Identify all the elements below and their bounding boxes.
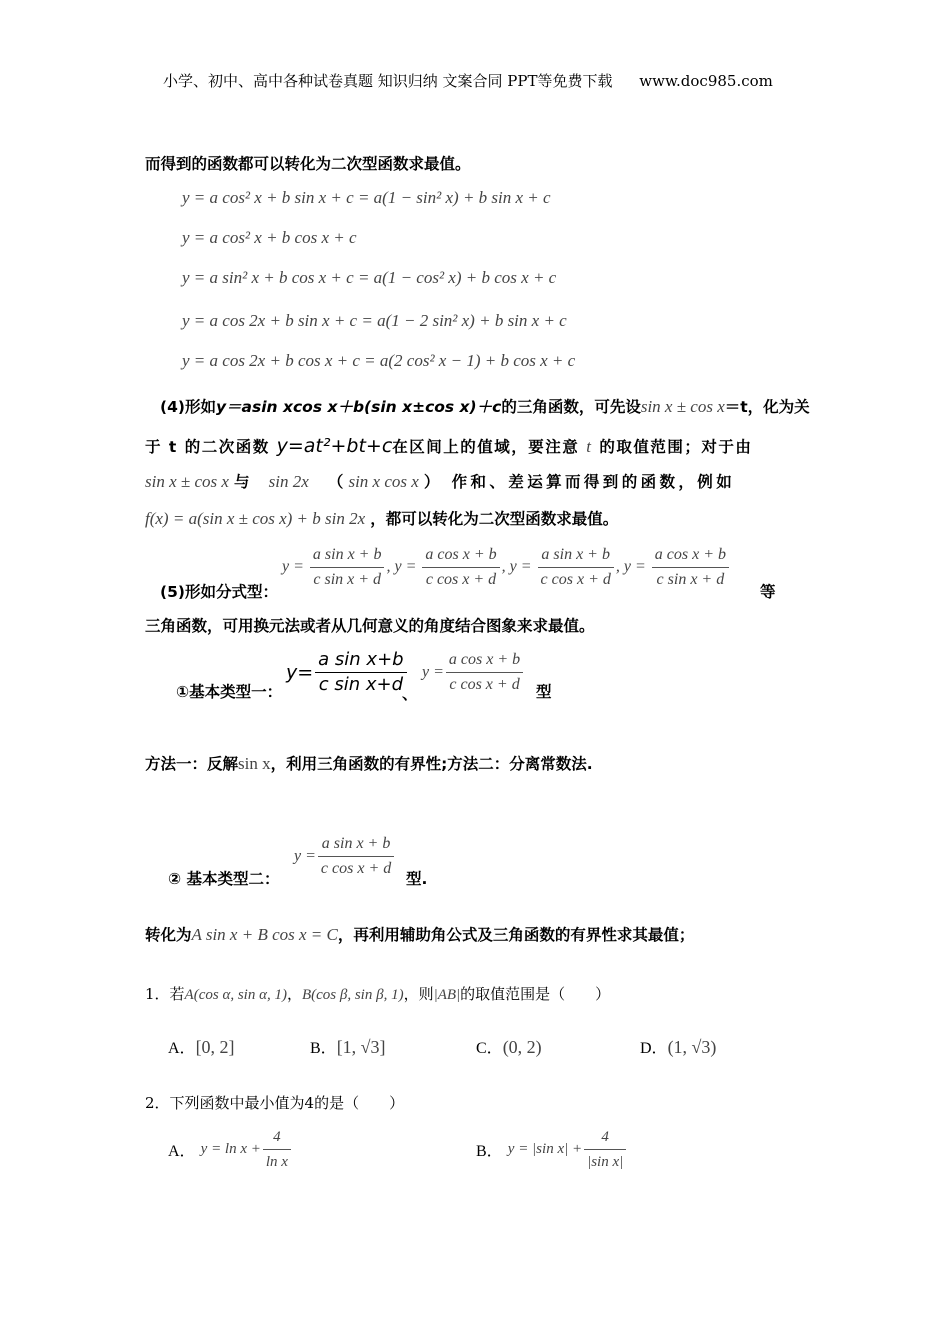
q2-option-a[interactable] (168, 1125, 293, 1174)
type1-frac1: y= $\frac{\text{a sin x+b}}{\text{c sin x+d}}$ (286, 648, 409, 697)
q1-point-a: A(cos α, sin α, 1) (184, 987, 287, 1003)
method-sinx: sin x (238, 754, 271, 773)
frac-denominator: c sin x + d (656, 571, 725, 588)
section4-sub: sin x ± cos x (640, 397, 725, 416)
section5-label: (5)形如分式型： (160, 583, 278, 601)
frac-numerator: a cos x + b (422, 543, 499, 568)
convert-line (145, 923, 694, 945)
section4-line1 (160, 395, 810, 417)
option-letter: B． (476, 1143, 503, 1160)
section4-line2b: 在区间上的值域，要注意 (392, 438, 580, 456)
section5-yeq-2: y = (394, 558, 417, 576)
frac-denominator: c cos x + d (449, 676, 520, 693)
q1-option-d[interactable] (640, 1035, 716, 1058)
section5-frac-4 (652, 543, 729, 592)
section4-line3a: sin x ± cos x (145, 472, 229, 491)
formula-5: y = a cos 2x + b cos x + c = a(2 cos² x − 1) + b cos x + c (182, 351, 576, 370)
formula-2: y = a cos² x + b cos x + c (182, 228, 357, 247)
frac-numerator: 4 (584, 1125, 626, 1150)
q2-option-b-frac (584, 1125, 626, 1174)
option-letter: B． (310, 1040, 337, 1057)
frac-denominator: c sin x + d (313, 571, 382, 588)
type2-frac: y = $\frac{\text{a sin x + b}}{\text{c cos x + d}}$ (294, 832, 396, 881)
section4-line4-text: ，都可以转化为二次型函数求最值。 (370, 510, 619, 528)
section4-line3 (145, 470, 735, 492)
frac-denominator: c cos x + d (540, 571, 611, 588)
header-text: 小学、初中、高中各种试卷真题 知识归纳 文案合同 PPT等免费下载 (163, 72, 613, 90)
section5-tail: 等 (760, 583, 776, 601)
q2-option-b[interactable] (476, 1125, 628, 1174)
type2-suffix: 型. (406, 870, 428, 888)
section5-frac-3 (538, 543, 614, 592)
q2-option-b-lhs: y = |sin x| + (507, 1141, 583, 1157)
section5-yeq-4: y = (623, 558, 646, 576)
section4-label: (4)形如 (160, 398, 216, 416)
type1-sep: 、 (402, 685, 418, 703)
section4-line3b: 与 (234, 473, 250, 491)
q2-option-a-lhs: y = ln x + (200, 1141, 261, 1157)
q1-then: ，则 (403, 985, 434, 1003)
section5-frac-1 (310, 543, 385, 592)
section4-line2a: 于 t 的二次函数 (145, 438, 270, 456)
convert-a: 转化为 (145, 926, 192, 944)
option-value: [1, √3] (336, 1037, 386, 1057)
formula-4: y = a cos 2x + b sin x + c = a(1 − 2 sin² x) + b sin x + c (182, 311, 567, 330)
q1-stem-text: 的取值范围是（ ） (460, 985, 611, 1003)
section5-fracs: y = $\frac{\text{a sin x + b}}{\text{c sin x + d}}$ , y = $\frac{\text{a cos x + b}}{\text{c cos x + d}}$ , y = $\frac{\text{a sin x + b}}{\text{c cos x + d}}$ , y = $\frac{\text{a cos x + b}}{\text{c sin x + d}}$ (282, 543, 731, 592)
section4-line3f: ） 作和、差运算而得到的函数，例如 (423, 473, 736, 491)
section4-line3e: sin x cos x (348, 472, 419, 491)
q2-stem: 2．下列函数中最小值为4的是（ ） (145, 1094, 405, 1112)
type1-label: ①基本类型一： (176, 683, 283, 701)
frac-denominator: |sin x| (587, 1154, 624, 1170)
option-letter: A． (168, 1040, 196, 1057)
option-letter: A． (168, 1143, 196, 1160)
intro-line: 而得到的函数都可以转化为二次型函数求最值。 (145, 155, 471, 173)
q1-point-b: B(cos β, sin β, 1) (301, 987, 404, 1003)
section4-after-sub: ＝t，化为关 (724, 398, 810, 416)
frac-denominator: c cos x + d (320, 860, 392, 877)
frac-numerator: a cos x + b (446, 648, 523, 673)
type1-suffix: 型 (536, 683, 552, 701)
section4-line3d: （ (327, 473, 344, 491)
frac-numerator: a sin x + b (318, 832, 394, 857)
header-url[interactable]: www.doc985.com (639, 72, 773, 90)
option-letter: D． (640, 1040, 668, 1057)
frac-denominator: c sin x+d (318, 674, 404, 695)
convert-b: ，再利用辅助角公式及三角函数的有界性求其最值； (337, 926, 695, 944)
option-letter: C． (476, 1040, 503, 1057)
frac-numerator: a sin x+b (315, 648, 406, 673)
option-value: [0, 2] (195, 1037, 235, 1057)
q1-ab: |AB| (433, 987, 461, 1003)
section4-expr: y＝asin xcos x＋b(sin x±cos x)＋c (215, 398, 502, 416)
frac-numerator: a sin x + b (310, 543, 385, 568)
formula-3: y = a sin² x + b cos x + c = a(1 − cos² x) + b cos x + c (182, 268, 557, 287)
method-a: 方法一：反解 (145, 755, 239, 773)
method-b: ，利用三角函数的有界性;方法二：分离常数法. (270, 755, 593, 773)
section5-yeq-3: y = (509, 558, 532, 576)
type1-frac2: y = $\frac{\text{a cos x + b}}{\text{c cos x + d}}$ (422, 648, 525, 697)
frac-numerator: a sin x + b (538, 543, 614, 568)
method-line (145, 752, 593, 774)
frac-denominator: ln x (265, 1154, 288, 1170)
convert-expr: A sin x + B cos x = C (191, 925, 338, 944)
section4-quad: y=at²+bt+c (276, 435, 393, 457)
section5-yeq-1: y = (282, 558, 304, 576)
section4-line4 (145, 507, 618, 529)
q1-option-b[interactable] (310, 1035, 386, 1058)
section5-frac-2 (422, 543, 499, 592)
frac-denominator: c cos x + d (425, 571, 497, 588)
section4-line3c: sin 2x (268, 472, 309, 491)
type2-label: ② 基本类型二： (168, 870, 280, 888)
q1-stem (145, 983, 610, 1004)
section4-line2 (145, 435, 752, 457)
section5-line2: 三角函数，可用换元法或者从几何意义的角度结合图象来求最值。 (145, 617, 595, 635)
q2-option-a-frac (263, 1125, 291, 1174)
q1-comma: ， (286, 985, 302, 1003)
q1-option-a[interactable] (168, 1035, 235, 1058)
option-value: (1, √3) (667, 1037, 717, 1057)
frac-numerator: a cos x + b (652, 543, 729, 568)
section4-line4-expr: f(x) = a(sin x ± cos x) + b sin 2x (145, 509, 366, 528)
frac-numerator: 4 (263, 1125, 291, 1150)
page-header (163, 70, 773, 91)
section4-t: t (586, 437, 593, 456)
section4-after-expr: 的三角函数，可先设 (501, 398, 641, 416)
section4-line2c: 的取值范围；对于由 (599, 438, 753, 456)
formula-1: y = a cos² x + b sin x + c = a(1 − sin² x) + b sin x + c (182, 188, 551, 207)
q1-num: 1．若 (145, 985, 185, 1003)
option-value: (0, 2) (502, 1037, 542, 1057)
q1-option-c[interactable] (476, 1035, 542, 1058)
